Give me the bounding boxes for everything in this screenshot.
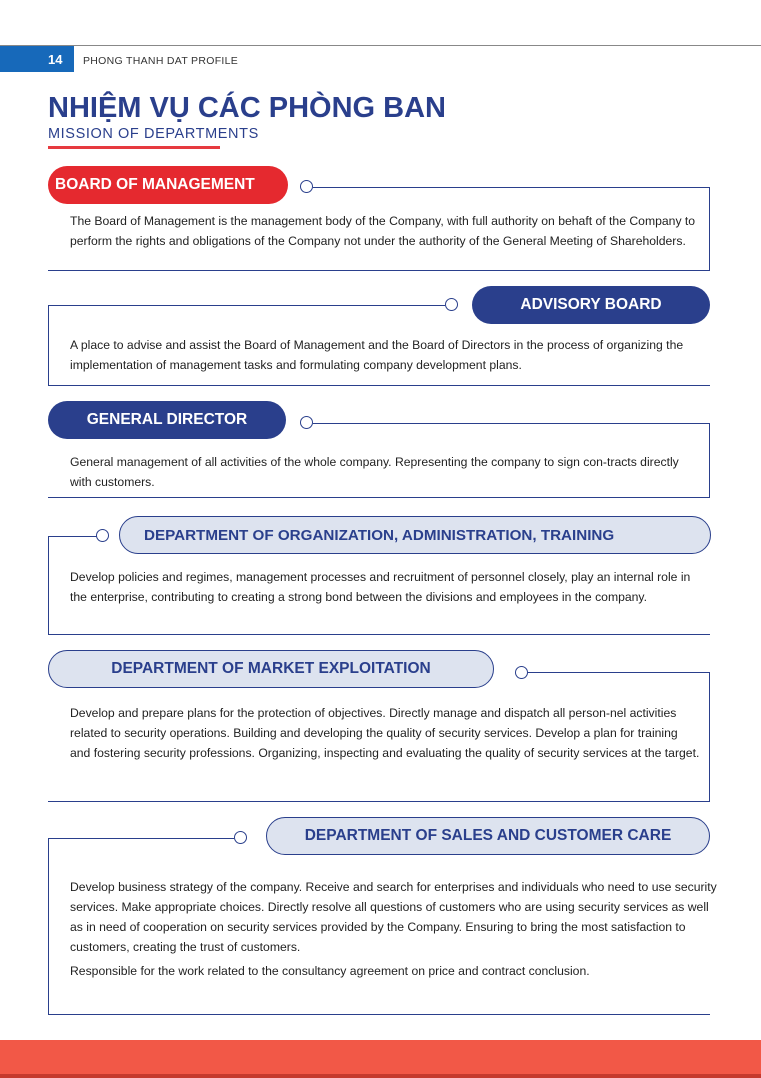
title-underline [48,146,220,149]
connector-circle-icon [515,666,528,679]
frame-line [709,423,710,498]
section-label: DEPARTMENT OF SALES AND CUSTOMER CARE [304,827,672,844]
frame-line [48,838,49,1014]
frame-line [48,270,710,271]
section-text [70,703,700,763]
section-paragraph: The Board of Management is the management body of the Company, with full authority on behaft of the Company to perform the rights and obligations of the Company not under the authority of the General Meeting of Shareholders. [70,214,696,248]
running-header: PHONG THANH DAT PROFILE [83,55,239,67]
connector-circle-icon [300,180,313,193]
frame-line [48,305,445,306]
frame-line [313,187,710,188]
frame-line [48,305,49,385]
section-text [70,211,700,251]
frame-line [709,187,710,271]
frame-line [48,801,710,802]
page-title: NHIỆM VỤ CÁC PHÒNG BAN [48,92,446,124]
section-paragraph: Develop and prepare plans for the protection of objectives. Directly manage and dispatch all person-nel activities related to security operations. Building and developing the quality of security services. Develop a plan for training and fostering security professions. Organizing, inspecting and evaluating the quality of security services at the target. [70,706,700,760]
frame-line [709,672,710,802]
frame-line [48,536,97,537]
section-paragraph: A place to advise and assist the Board of Management and the Board of Directors in the process of organizing the implementation of management tasks and formulating company development plans. [70,338,684,372]
page-number-box [0,46,74,72]
section-text [70,567,700,607]
section-label-pill [48,166,288,204]
section-paragraph: General management of all activities of the whole company. Representing the company to sign con-tracts directly with customers. [70,455,679,489]
frame-line [48,497,710,498]
frame-line [528,672,710,673]
footer-bar-edge [0,1074,761,1078]
frame-line [313,423,710,424]
section-label: GENERAL DIRECTOR [86,411,248,428]
frame-line [48,1014,710,1015]
frame-line [48,634,710,635]
section-label: BOARD OF MANAGEMENT [55,176,255,193]
section-label: DEPARTMENT OF MARKET EXPLOITATION [111,660,431,677]
frame-line [48,838,234,839]
page-number: 14 [48,52,63,67]
section-paragraph: Develop business strategy of the company. Receive and search for enterprises and individuals who need to use security services. Make appropriate choices. Directly resolve all questions of customers who are using security services as well as in need of cooperation on security services provided by the Company. Ensuring to bring the most satisfaction to customers, creating the trust of customers. [70,880,717,954]
connector-circle-icon [234,831,247,844]
section-label: DEPARTMENT OF ORGANIZATION, ADMINISTRATION, TRAINING [144,526,615,544]
frame-line [48,385,710,386]
section-label-pill [48,401,286,439]
page-subtitle: MISSION OF DEPARTMENTS [48,126,259,142]
footer-bar [0,1040,761,1078]
section-label-pill [48,650,494,688]
section-text [70,452,700,492]
connector-circle-icon [445,298,458,311]
frame-line [48,536,49,634]
section-label: ADVISORY BOARD [520,296,662,313]
section-label-pill [472,286,710,324]
section-text [70,335,700,375]
section-paragraph: Responsible for the work related to the consultancy agreement on price and contract conclusion. [70,964,590,978]
connector-circle-icon [96,529,109,542]
header-rule [0,45,761,46]
section-label-pill [119,516,711,554]
connector-circle-icon [300,416,313,429]
section-text [70,877,722,981]
section-paragraph: Develop policies and regimes, management processes and recruitment of personnel closely, play an internal role in the enterprise, contributing to creating a strong bond between the divisions and employees in the company. [70,570,691,604]
section-label-pill [266,817,710,855]
